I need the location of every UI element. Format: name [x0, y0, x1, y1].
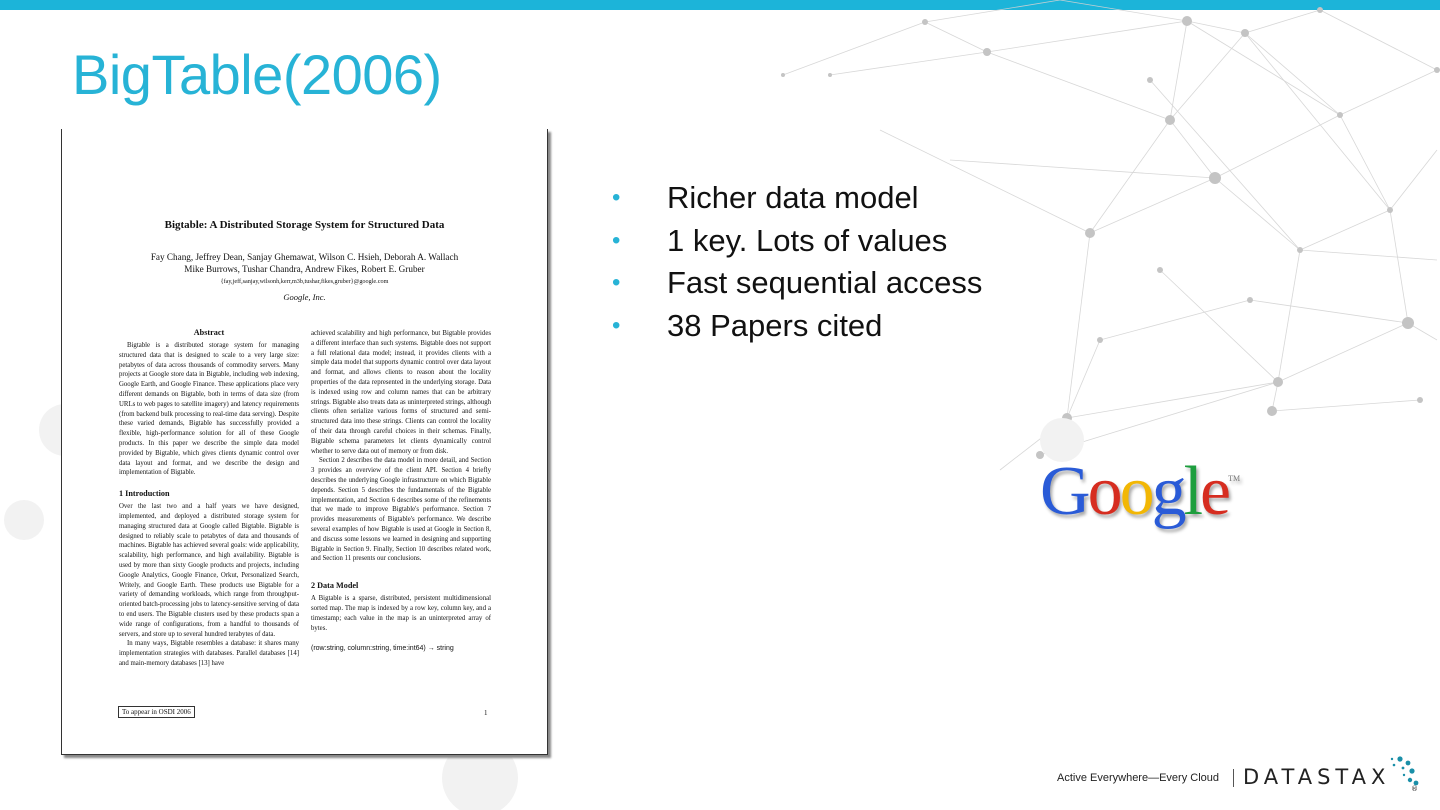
bullet-item — [612, 220, 982, 263]
trademark-mark: TM — [1228, 474, 1241, 483]
paper-affiliation: Google, Inc. — [283, 292, 326, 302]
datamodel-heading: 2 Data Model — [311, 581, 359, 591]
footer-divider — [1233, 769, 1234, 787]
datastax-wordmark: DATASTAX — [1243, 765, 1391, 789]
datastax-logo — [1243, 765, 1390, 789]
venue-box: To appear in OSDI 2006 — [118, 706, 195, 718]
paper-emails: {fay,jeff,sanjay,wilsonh,kerr,m3b,tushar,fikes,gruber}@google.com — [220, 278, 389, 285]
bullet-list — [612, 177, 982, 347]
bullet-item — [612, 262, 982, 305]
right-paragraph-1: achieved scalability and high performance, but Bigtable provides a different interface than such systems. Bigtable does not support a full relational data model; instead, it provides clients with a simple data model that supports dynamic control over data layout and format, and allows clients to reason about the locality properties of the data represented in the underlying storage. Data is indexed using row and column names that can be arbitrary strings. Bigtable also treats data as uninterpreted strings, although clients often serialize various forms of structured and semi-structured data into these strings. Clients can control the locality of their data through careful choices in their schemas. Finally, Bigtable schema parameters let clients dynamically control whether to serve data out of memory or from disk. — [311, 330, 491, 455]
google-logo-letter: l — [1183, 453, 1201, 530]
bullet-text: Richer data model — [667, 180, 919, 215]
google-logo-letter: e — [1200, 453, 1229, 530]
intro-text: Over the last two and a half years we have designed, implemented, and deployed a distributed storage system for managing structured data at Google called Bigtable. Bigtable is designed to reliably scale to petabytes of data and thousands of machines. Bigtable has achieved several goals: wide applicability, scalability, high performance, and high availability. Bigtable is used by more than sixty Google products and projects, including Google Analytics, Google Finance, Orkut, Personalized Search, Writely, and Google Earth. These products use Bigtable for a variety of demanding workloads, which range from throughput-oriented batch-processing jobs to latency-sensitive serving of data to end users. The Bigtable clusters used by these products span a wide range of configurations, from a handful to thousands of servers, and store up to several hundred terabytes of data. — [119, 503, 299, 638]
paper-authors-line1: Fay Chang, Jeffrey Dean, Sanjay Ghemawat, Wilson C. Hsieh, Deborah A. Wallach — [150, 252, 459, 262]
google-logo-letter: o — [1087, 453, 1120, 530]
google-logo-letter: g — [1151, 453, 1184, 530]
paper-left-column — [119, 327, 299, 669]
registered-mark: ® — [1411, 785, 1418, 793]
datamodel-text: A Bigtable is a sparse, distributed, persistent multidimensional sorted map. The map is indexed by a row key, column key, and a timestamp; each value in the map is an uninterpreted array of bytes. — [311, 595, 491, 632]
bullet-text: 1 key. Lots of values — [667, 222, 948, 258]
page-number: 1 — [484, 709, 488, 717]
google-logo-letter: o — [1119, 453, 1152, 530]
datamodel-formula: (row:string, column:string, time:int64) → string — [311, 645, 454, 653]
slide-title: BigTable(2006) — [72, 43, 442, 106]
bullet-dot-icon: • — [612, 226, 621, 254]
paper-title: Bigtable: A Distributed Storage System for Structured Data — [164, 219, 445, 231]
datastax-dots-icon — [1380, 753, 1420, 793]
bullet-text: 38 Papers cited — [667, 307, 883, 343]
bullet-dot-icon: • — [612, 269, 621, 296]
intro-text-continued: In many ways, Bigtable resembles a database: it shares many implementation strategies with databases. Parallel databases [14] and main-memory databases [13] have — [119, 640, 299, 667]
abstract-text: Bigtable is a distributed storage system for managing structured data that is designed to scale to a very large size: petabytes of data across thousands of commodity servers. Many projects at Google store data in Bigtable, including web indexing, Google Earth, and Google Finance. These applications place very different demands on Bigtable, both in terms of data size (from URLs to web pages to satellite imagery) and latency requirements (from backend bulk processing to real-time data serving). Despite these varied demands, Bigtable has successfully provided a flexible, high-performance solution for all of these Google products. In this paper we describe the simple data model provided by Bigtable, which gives clients dynamic control over data layout and format, and we describe the design and implementation of Bigtable. — [119, 342, 299, 477]
intro-heading: 1 Introduction — [119, 489, 170, 499]
bullet-item — [612, 305, 982, 348]
bullet-dot-icon: • — [612, 311, 621, 339]
footer-tagline: Active Everywhere—Every Cloud — [1057, 772, 1220, 784]
bullet-item — [612, 177, 982, 220]
bullet-text: Fast sequential access — [667, 265, 983, 300]
google-logo-letter: G — [1040, 453, 1088, 530]
bullet-dot-icon: • — [612, 184, 621, 211]
abstract-heading: Abstract — [193, 328, 225, 337]
paper-authors — [62, 252, 547, 275]
right-paragraph-2: Section 2 describes the data model in more detail, and Section 3 provides an overview of the client API. Section 4 briefly describes the underlying Google infrastructure on which Bigtable depends. Section 5 describes the fundamentals of the Bigtable implementation, and Section 6 describes some of the refinements that we made to improve Bigtable's performance. Section 7 provides measurements of Bigtable's performance. We describe several examples of how Bigtable is used at Google in Section 8, and discuss some lessons we learned in designing and supporting Bigtable in Section 9. Finally, Section 10 describes related work, and Section 11 presents our conclusions. — [311, 457, 491, 563]
google-logo — [1040, 452, 1240, 532]
paper-thumbnail — [61, 129, 548, 755]
paper-authors-line2: Mike Burrows, Tushar Chandra, Andrew Fikes, Robert E. Gruber — [184, 263, 425, 274]
paper-right-column — [311, 329, 491, 654]
